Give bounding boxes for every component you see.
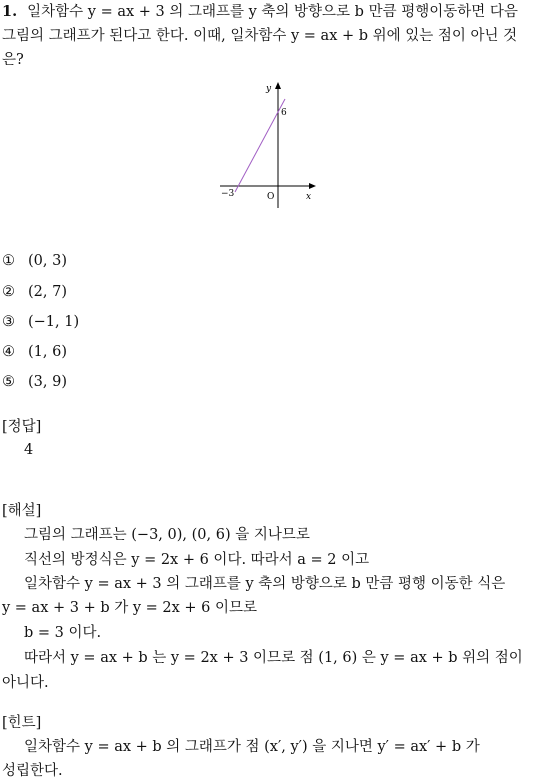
y-axis-label: y (266, 84, 272, 94)
choice-marker: ③ (2, 314, 15, 330)
hint-line-1: 일차함수 y = ax + b 의 그래프가 점 (x′, y′) 을 지나면 y′ = ax′ + b 가 (24, 739, 480, 755)
choice-4[interactable] (2, 341, 67, 363)
explanation-line-6: 따라서 y = ax + b 는 y = 2x + 3 이므로 점 (1, 6) 은 y = ax + b 위의 점이 (24, 650, 523, 666)
origin-label: O (267, 192, 275, 202)
explanation-line-3: 일차함수 y = ax + 3 의 그래프를 y 축의 방향으로 b 만큼 평행 이동한 식은 (24, 576, 506, 592)
hint-line-2: 성립한다. (2, 763, 63, 779)
choice-2[interactable] (2, 281, 67, 303)
y-axis-arrow (275, 82, 281, 89)
explanation-line-2: 직선의 방정식은 y = 2x + 6 이다. 따라서 a = 2 이고 (24, 552, 370, 568)
question (2, 0, 533, 72)
y-intercept-label: 6 (281, 108, 287, 118)
choice-5[interactable] (2, 371, 67, 393)
choice-value: (1, 6) (28, 344, 67, 360)
choice-value: (0, 3) (28, 253, 67, 269)
explanation-line-7: 아니다. (2, 675, 49, 691)
question-graph (215, 78, 320, 210)
choice-value: (3, 9) (28, 374, 67, 390)
choice-3[interactable] (2, 311, 79, 333)
x-axis-arrow (309, 183, 316, 189)
choice-marker: ⑤ (2, 374, 15, 390)
x-axis-label: x (306, 192, 312, 202)
choice-1[interactable] (2, 250, 67, 272)
question-text: 일차함수 y = ax + 3 의 그래프를 y 축의 방향으로 b 만큼 평행이동하면 다음 그림의 그래프가 된다고 한다. 이때, 일차함수 y = ax + b 위에 있는 점이 아닌 것은? (2, 4, 518, 68)
answer-label: [정답] (2, 419, 42, 435)
choice-value: (2, 7) (28, 284, 67, 300)
x-intercept-label: −3 (221, 189, 235, 199)
explanation-line-1: 그림의 그래프는 (−3, 0), (0, 6) 을 지나므로 (24, 527, 310, 543)
answer-value: 4 (24, 442, 34, 458)
choice-marker: ② (2, 284, 15, 300)
question-number: 1. (2, 3, 18, 20)
choice-marker: ④ (2, 344, 15, 360)
explanation-line-4: y = ax + 3 + b 가 y = 2x + 6 이므로 (2, 600, 258, 616)
choice-value: (−1, 1) (28, 314, 80, 330)
choice-marker: ① (2, 253, 15, 269)
explanation-label: [해설] (2, 503, 42, 519)
hint-label: [힌트] (2, 715, 42, 731)
explanation-line-5: b = 3 이다. (24, 625, 102, 641)
